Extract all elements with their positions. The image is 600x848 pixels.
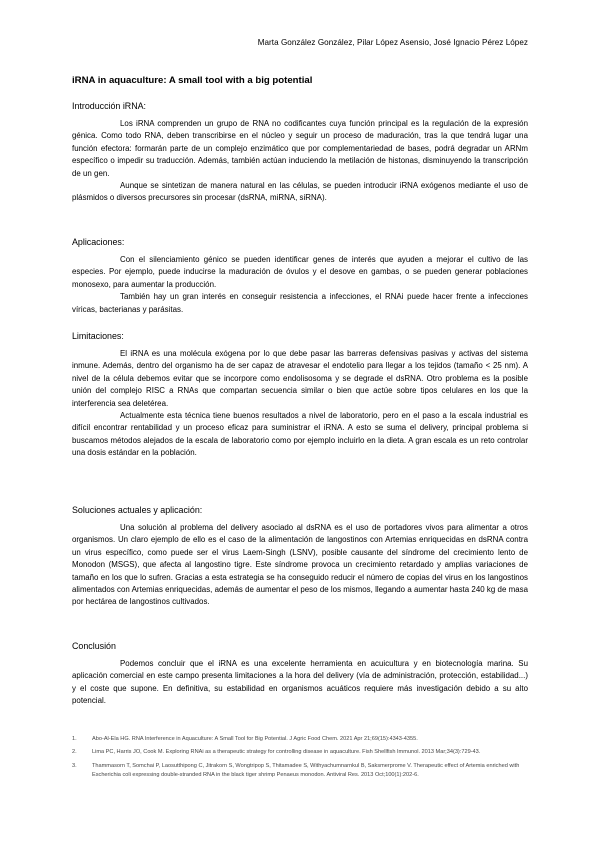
reference-number: 2. bbox=[72, 749, 77, 756]
section-limitaciones bbox=[72, 331, 528, 460]
section-aplicaciones bbox=[72, 237, 528, 316]
paragraph: Los iRNA comprenden un grupo de RNA no codificantes cuya función principal es la regulación de la expresión génica. Como todo RNA, deben transcribirse en el núcleo y seguir un proceso de maduración, tras la que tendrá lugar una función efectora: formarán parte de un complejo enzimático que por complementariedad de bases, podrá degradar un ARNm específico o impedir su traducción. Además, también actúan induciendo la metilación de histonas, disminuyendo la transcripción de un gen. bbox=[72, 119, 528, 178]
paragraph: Podemos concluir que el iRNA es una excelente herramienta en acuicultura y en biotecnología marina. Su aplicación comercial en este campo presenta limitaciones a la hora del delivery (vía de administración, protección, estabilidad...) y el coste que supone. En definitiva, su estabilidad en organismos acuáticos requiere más investigación debido a su alto potencial. bbox=[72, 659, 528, 706]
authors-header: Marta González González, Pilar López Asensio, José Ignacio Pérez López bbox=[257, 38, 528, 47]
reference-item bbox=[72, 748, 528, 757]
paper-title: iRNA in aquaculture: A small tool with a big potential bbox=[72, 75, 313, 86]
section-heading: Aplicaciones: bbox=[72, 237, 125, 247]
paragraph: También hay un gran interés en conseguir resistencia a infecciones, el RNAi puede hacer frente a infecciones víricas, bacterianas y parásitas. bbox=[72, 292, 528, 314]
section-conclusion bbox=[72, 641, 528, 708]
reference-number: 3. bbox=[72, 762, 77, 769]
reference-text: Thammasorn T, Somchai P, Laosutthipong C, Jitrakorn S, Wongtripop S, Thitamadee S, Withyachumnarnkul B, Saksmerprome V. Therapeutic effect of Artemia enriched with Escherichia coli expressing double-stranded RNA in the black tiger shrimp Penaeus monodon. Antiviral Res. 2013 Oct;100(1):202-6. bbox=[92, 762, 520, 779]
section-heading: Limitaciones: bbox=[72, 331, 124, 341]
paragraph: Actualmente esta técnica tiene buenos resultados a nivel de laboratorio, pero en el paso a la escala industrial es difícil encontrar rentabilidad y un proceso eficaz para suministrar el iRNA. A esto se suma el delivery, principal problema si buscamos métodos alejados de la escala de laboratorio como por ejemplo incluirlo en la dieta. A gran escala es un reto controlar una dosis estándar en la población. bbox=[72, 411, 528, 458]
reference-number: 1. bbox=[72, 736, 77, 742]
references-list bbox=[72, 735, 528, 785]
reference-item bbox=[72, 735, 528, 744]
section-heading: Soluciones actuales y aplicación: bbox=[72, 505, 203, 515]
section-heading: Conclusión bbox=[72, 641, 116, 651]
reference-text: Lima PC, Harris JO, Cook M. Exploring RNAi as a therapeutic strategy for controlling disease in aquaculture. Fish Shellfish Immunol. 2013 Mar;34(3):729-43. bbox=[92, 749, 481, 756]
paragraph: El iRNA es una molécula exógena por lo que debe pasar las barreras defensivas pasivas y activas del sistema inmune. Además, dentro del organismo ha de ser capaz de atravesar el endotelio para llegar a los tejidos (tamaño < 25 nm). A nivel de la célula debemos evitar que se incorpore como endolisosoma y se degrade el dsRNA. Otro problema es la posible unión del complejo RISC a RNAs que compartan secuencia similar o bien que actúe sobre tipos celulares en los que la interferencia sea deletérea. bbox=[72, 349, 528, 408]
paragraph: Una solución al problema del delivery asociado al dsRNA es el uso de portadores vivos para alimentar a otros organismos. Un claro ejemplo de ello es el caso de la alimentación de langostinos con Artemias enriquecidas en dsRNA contra un virus específico, como puede ser el virus Laem-Singh (LSNV), posible causante del síndrome del crecimiento lento de Monodon (MSGS), que afecta al langostino tigre. Este síndrome provoca un crecimiento retardado y amplias variaciones de tamaño en los que lo sufren. Gracias a esta estrategia se ha conseguido reducir el número de copias del virus en los langostinos alimentados con Artemias enriquecidas, además de aumentar el peso de los mismos, llegando a aumentar hasta 240 kg de masa por hectárea de langostinos cultivados. bbox=[72, 523, 528, 607]
paragraph: Aunque se sintetizan de manera natural en las células, se pueden introducir iRNA exógenos mediante el uso de plásmidos o diversos precursores sin procesar (dsRNA, miRNA, siRNA). bbox=[72, 181, 528, 203]
section-soluciones bbox=[72, 505, 528, 609]
reference-text: Abo-Al-Ela HG. RNA Interference in Aquaculture: A Small Tool for Big Potential. J Agric Food Chem. 2021 Apr 21;69(15):4343-4355. bbox=[92, 736, 418, 742]
paragraph: Con el silenciamiento génico se pueden identificar genes de interés que ayuden a mejorar el cultivo de las especies. Por ejemplo, puede inducirse la maduración de óvulos y el desove en gambas, o se pueden generar poblaciones monosexo, para aumentar la producción. bbox=[72, 255, 528, 289]
section-heading: Introducción iRNA: bbox=[72, 101, 146, 111]
section-introduccion bbox=[72, 101, 528, 205]
reference-item bbox=[72, 762, 528, 781]
